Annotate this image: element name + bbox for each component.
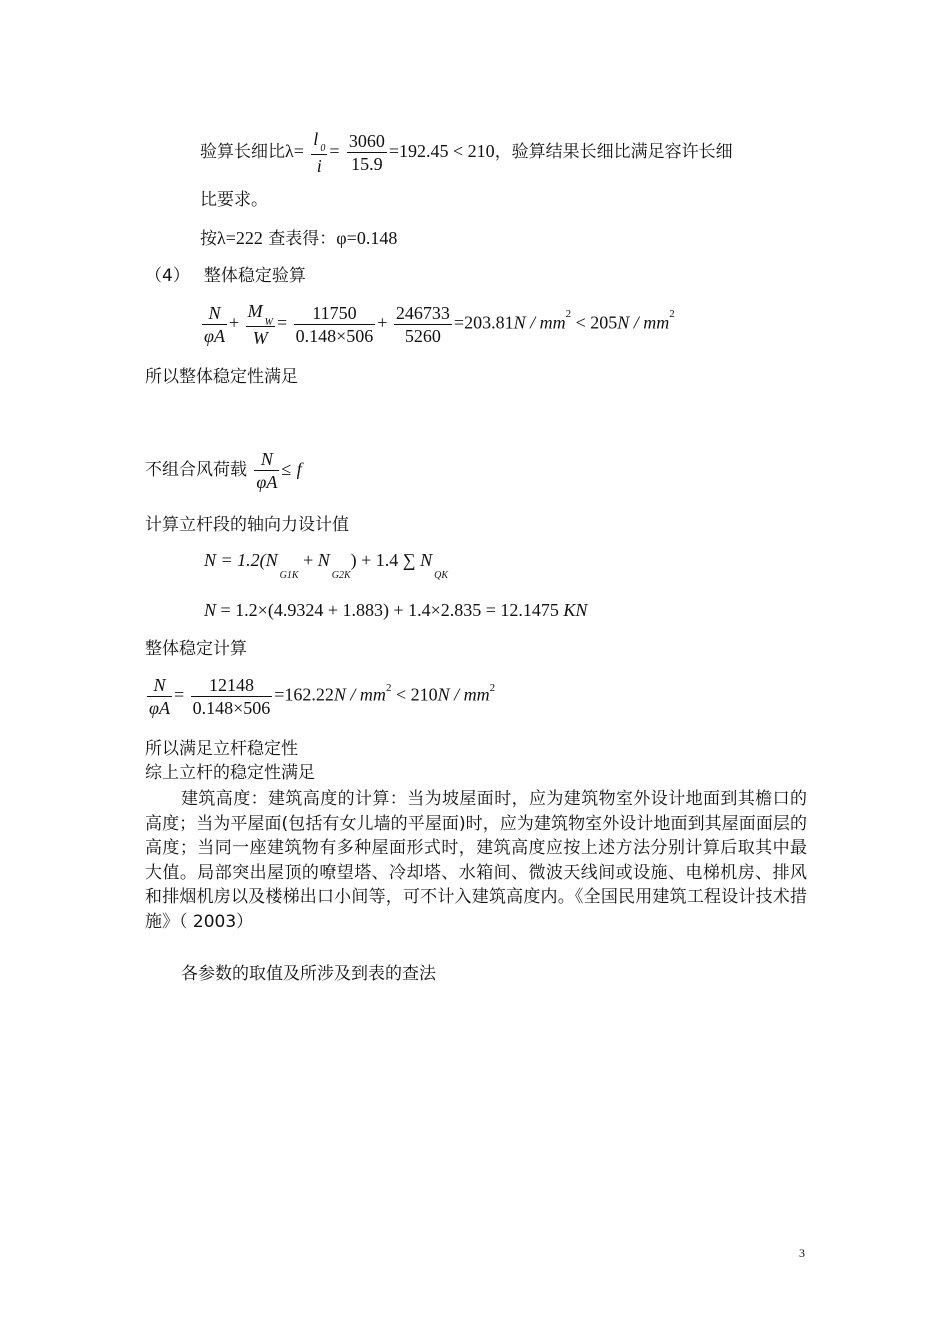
- no-wind-label: 不组合风荷载: [145, 460, 247, 480]
- f-symbol: f: [296, 459, 302, 479]
- lookup-prefix: 按: [200, 229, 217, 249]
- frac-numerator: M: [247, 301, 263, 321]
- stability-equation-2: [145, 674, 495, 719]
- unit: N / mm: [437, 684, 490, 705]
- frac-denominator: 0.148×506: [295, 326, 374, 346]
- frac-denominator: 5260: [404, 326, 441, 346]
- frac-n-phia: [147, 674, 172, 719]
- stability-result: =162.22: [274, 684, 334, 705]
- phi-value: φ=0.148: [336, 228, 398, 248]
- equals-sign: =: [173, 684, 185, 705]
- less-than-limit: < 210: [391, 684, 438, 705]
- frac-denominator: φA: [149, 698, 170, 718]
- conclusion-overall-stability: 所以整体稳定性满足: [145, 367, 298, 387]
- frac-numerator: N: [254, 448, 279, 471]
- parameters-title: 各参数的取值及所涉及到表的查法: [181, 964, 436, 984]
- unit-exponent: 2: [489, 682, 496, 694]
- frac-numerator-sub: 0: [320, 143, 326, 154]
- n-symbol: N: [204, 600, 217, 620]
- frac-denominator: 15.9: [351, 154, 383, 174]
- plus-sign: +: [298, 550, 318, 570]
- stability-result: =203.81: [453, 312, 514, 333]
- frac-denominator: W: [252, 328, 268, 348]
- frac-denominator: i: [316, 156, 322, 176]
- lookup-line: [200, 226, 397, 251]
- unit: KN: [563, 600, 588, 620]
- equals-sign: =: [329, 141, 340, 161]
- fraction-l0-over-i: [311, 128, 327, 177]
- conclusion-summary: 综上立杆的稳定性满足: [145, 763, 315, 783]
- equals-sign: =: [293, 141, 304, 161]
- frac-12148: [191, 674, 273, 719]
- no-wind-combination-line: [145, 448, 302, 493]
- formula-lhs: N = 1.2(: [204, 550, 266, 570]
- leq-sign: ≤: [281, 459, 292, 479]
- axial-force-value: [204, 598, 587, 622]
- plus-sign: +: [377, 312, 388, 333]
- frac-mw-w: [246, 300, 275, 349]
- frac-n-phia: [254, 448, 279, 493]
- frac-n-phia: [202, 302, 227, 347]
- unit-exponent: 2: [669, 308, 675, 320]
- formula-rest: ) + 1.4 ∑: [350, 550, 421, 570]
- frac-numerator: 12148: [191, 674, 273, 697]
- axial-force-expression: = 1.2×(4.9324 + 1.883) + 1.4×2.835 = 12.1475: [216, 600, 564, 620]
- lambda-value: =222: [225, 228, 263, 248]
- frac-numerator: N: [147, 674, 172, 697]
- unit: N / mm: [617, 312, 670, 333]
- conclusion-pole-stability: 所以满足立杆稳定性: [145, 739, 298, 759]
- slenderness-check-line: [200, 128, 733, 177]
- n-subscript: G1K: [279, 570, 299, 581]
- frac-numerator: N: [202, 302, 227, 325]
- unit: N / mm: [513, 312, 566, 333]
- slenderness-label: 验算长细比: [200, 142, 285, 162]
- unit: N / mm: [333, 684, 386, 705]
- lambda-symbol: λ: [217, 228, 226, 248]
- section-number: （4）: [145, 266, 190, 286]
- n-symbol: N: [317, 550, 330, 570]
- frac-numerator: 246733: [395, 303, 450, 323]
- page-number: 3: [799, 1246, 805, 1260]
- requirement-line: 比要求。: [200, 190, 268, 210]
- section-title: 整体稳定验算: [203, 266, 306, 286]
- frac-numerator: 3060: [348, 131, 385, 151]
- frac-11750: [294, 302, 376, 347]
- less-than-limit: < 205: [571, 312, 618, 333]
- n-symbol: N: [420, 550, 433, 570]
- unit-exponent: 2: [565, 308, 572, 320]
- frac-denominator: φA: [204, 326, 225, 346]
- frac-numerator: l: [313, 129, 319, 149]
- frac-denominator: 0.148×506: [192, 698, 271, 718]
- plus-sign: +: [228, 312, 240, 333]
- frac-numerator-sub: W: [264, 317, 273, 328]
- lambda-symbol: λ: [285, 141, 294, 161]
- frac-denominator: φA: [256, 472, 278, 492]
- overall-stability-title: 整体稳定计算: [145, 639, 247, 659]
- n-subscript: QK: [434, 570, 449, 581]
- unit-exponent: 2: [385, 682, 392, 694]
- n-symbol: N: [265, 550, 278, 570]
- frac-numerator: 11750: [294, 302, 376, 325]
- n-subscript: G2K: [331, 570, 351, 581]
- slenderness-suffix: ，验算结果长细比满足容许长细: [494, 142, 733, 162]
- stability-equation-1: [200, 300, 675, 349]
- building-height-paragraph: 建筑高度：建筑高度的计算：当为坡屋面时，应为建筑物室外设计地面到其檐口的高度；当为平屋面(包括有女儿墙的平屋面)时，应为建筑物室外设计地面到其屋面面层的高度；当同一座建筑物有多种屋面形式时，建筑高度应按上述方法分别计算后取其中最大值。局部突出屋顶的嘹望塔、冷却塔、水箱间、微波天线间或设施、电梯机房、排风和排烟机房以及楼梯出口小间等，可不计入建筑高度内。《全国民用建筑工程设计技术措施》（ 2003）: [145, 789, 807, 932]
- axial-force-title: 计算立杆段的轴向力设计值: [145, 515, 349, 535]
- slenderness-result: =192.45 < 210: [388, 141, 495, 161]
- section-heading-4: [145, 264, 306, 288]
- fraction-3060-over-15-9: [347, 130, 387, 175]
- frac-246733: [394, 302, 452, 347]
- lookup-text: 查表得：: [262, 229, 337, 249]
- axial-force-formula: [204, 548, 449, 581]
- equals-sign: =: [276, 312, 288, 333]
